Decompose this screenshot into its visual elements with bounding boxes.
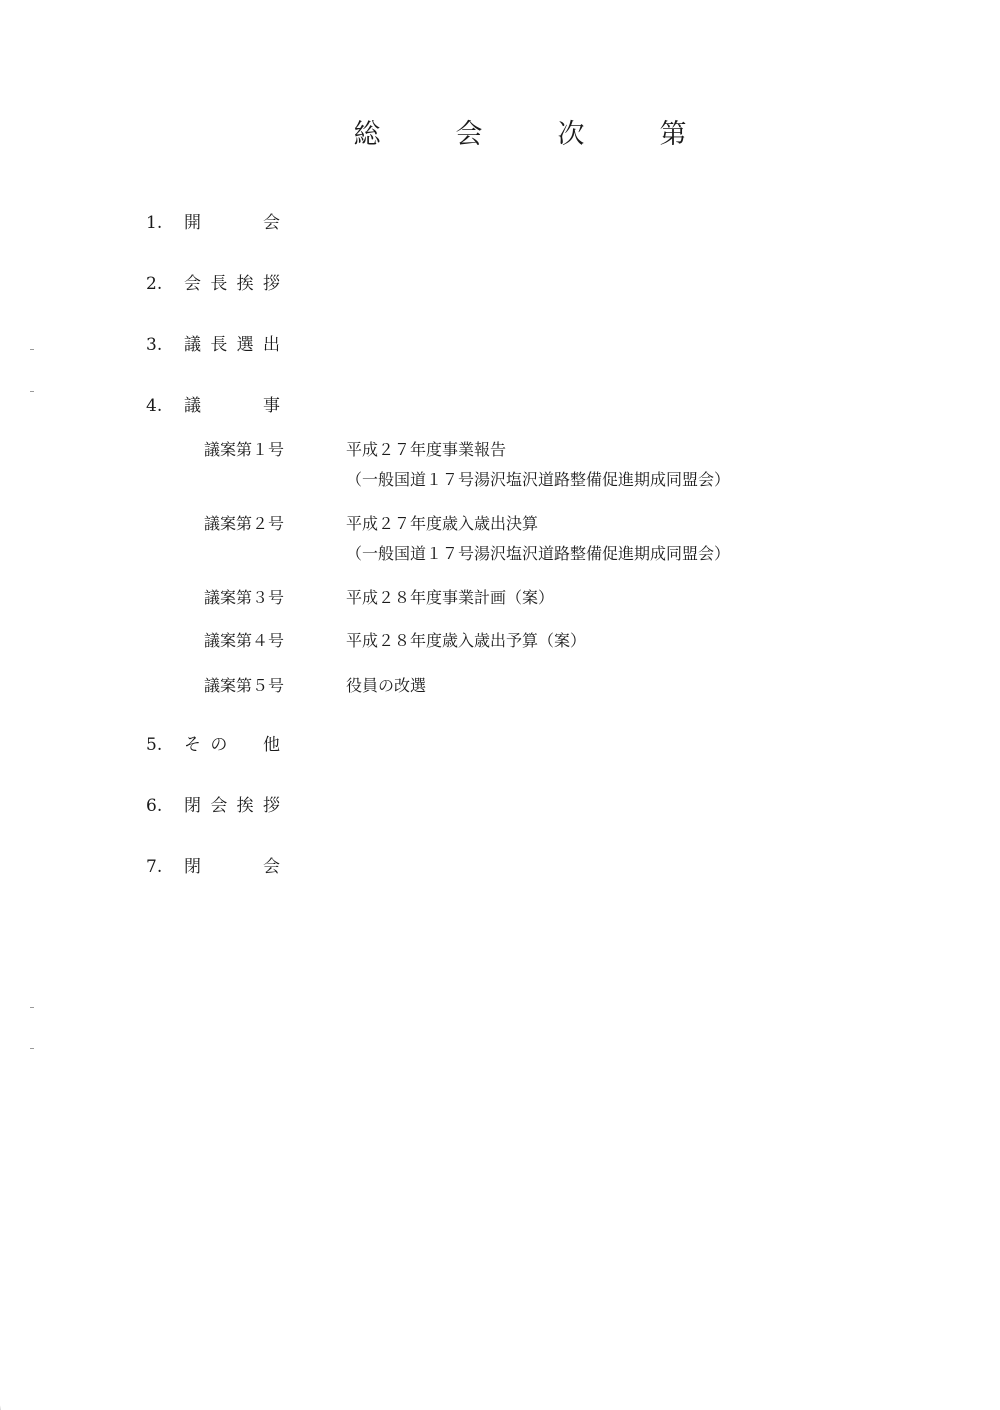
scan-speck [30, 1007, 34, 1008]
item-number: 5. [146, 735, 163, 755]
item-number: 7. [146, 857, 163, 877]
scan-speck [30, 391, 34, 392]
item-label: 閉 会 挨 拶 [184, 796, 280, 816]
agenda-title: 役員の改選 [346, 676, 427, 695]
item-number: 3. [146, 335, 163, 355]
title-char: 第 [659, 119, 687, 150]
title-char: 総 [353, 119, 381, 150]
item-number: 2. [146, 274, 163, 294]
agenda-number: 議案第５号 [204, 676, 285, 695]
agenda-number: 議案第４号 [204, 631, 285, 650]
item-number: 4. [146, 396, 163, 416]
agenda-subtitle: （一般国道１７号湯沢塩沢道路整備促進期成同盟会） [346, 544, 731, 563]
agenda-title: 平成２７年度歳入歳出決算 [346, 514, 539, 533]
item-label: 議 長 選 出 [184, 335, 280, 355]
item-label: 閉 会 [184, 857, 280, 877]
agenda-title: 平成２８年度歳入歳出予算（案） [346, 631, 587, 650]
agenda-number: 議案第３号 [204, 588, 285, 607]
scan-speck [30, 349, 34, 350]
agenda-title: 平成２７年度事業報告 [346, 440, 507, 459]
item-number: 6. [146, 796, 163, 816]
item-label: 議 事 [184, 396, 280, 416]
scan-edge-mark [0, 1330, 41, 1410]
agenda-subtitle: （一般国道１７号湯沢塩沢道路整備促進期成同盟会） [346, 470, 731, 489]
agenda-number: 議案第２号 [204, 514, 285, 533]
agenda-title: 平成２８年度事業計画（案） [346, 588, 555, 607]
item-number: 1. [146, 213, 163, 233]
title-char: 会 [455, 119, 483, 150]
document-title [350, 112, 690, 151]
item-label: 会 長 挨 拶 [184, 274, 280, 294]
scan-speck [30, 1048, 34, 1049]
agenda-number: 議案第１号 [204, 440, 285, 459]
item-label: 開 会 [184, 213, 280, 233]
item-label: そ の 他 [184, 735, 280, 755]
title-char: 次 [557, 119, 585, 150]
